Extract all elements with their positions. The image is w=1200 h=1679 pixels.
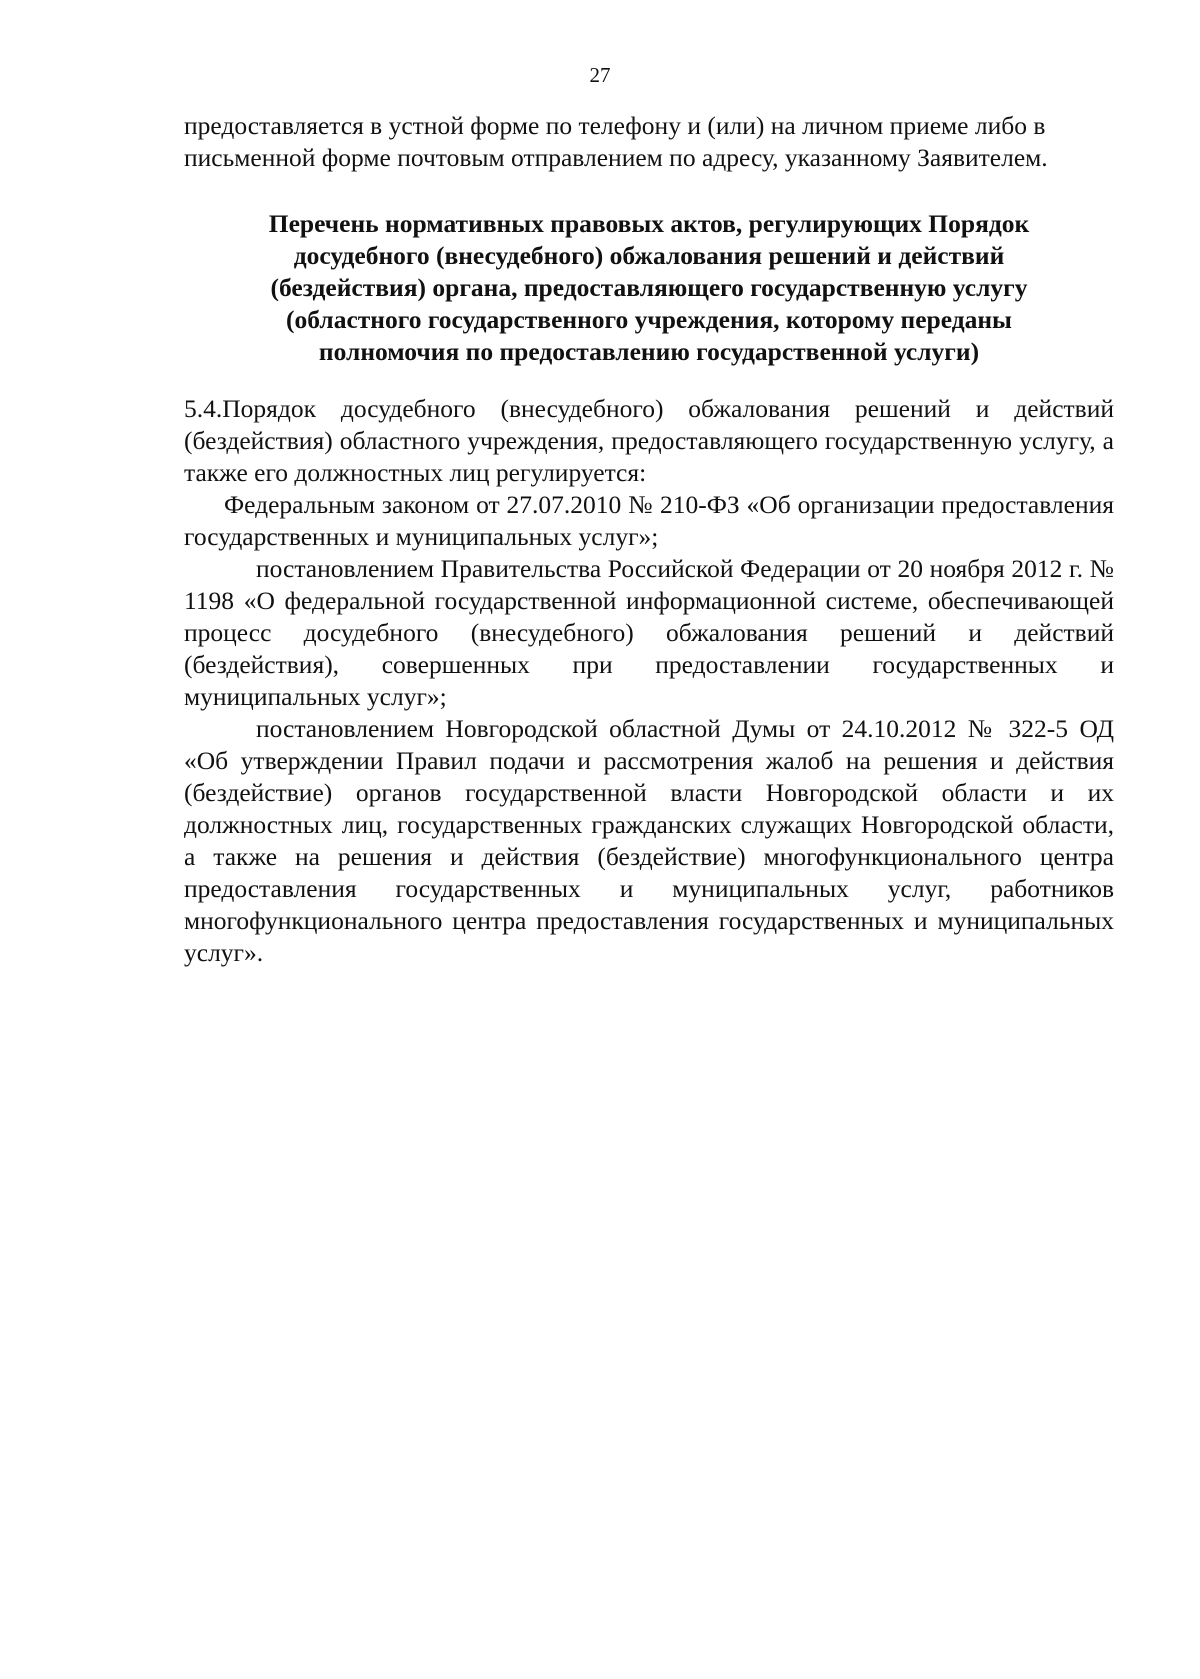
paragraph-federal-law: Федеральным законом от 27.07.2010 № 210-ФЗ «Об организации предоставления государственных и муниципальных услуг»; bbox=[184, 490, 1114, 551]
section-heading: Перечень нормативных правовых актов, регулирующих Порядок досудебного (внесудебного) обжалования решений и действий (бездействия) органа, предоставляющего государственную услугу (областного государственного учреждения, которому переданы полномочия по предоставлению государственной услуги) bbox=[268, 209, 1030, 366]
paragraph-government-resolution: постановлением Правительства Российской Федерации от 20 ноября 2012 г. № 1198 «О федеральной государственной информационной системе, обеспечивающей процесс досудебного (внесудебного) обжалования решений и действий (бездействия), совершенных при предоставлении государственных и муниципальных услуг»; bbox=[184, 554, 1114, 711]
page-number: 27 bbox=[589, 63, 611, 87]
lead-paragraph: предоставляется в устной форме по телефону и (или) на личном приеме либо в письменной форме почтовым отправлением по адресу, указанному Заявителем. bbox=[184, 111, 1048, 172]
document-body bbox=[184, 110, 1114, 969]
paragraph-5-4: 5.4.Порядок досудебного (внесудебного) обжалования решений и действий (бездействия) областного учреждения, предоставляющего государственную услугу, а также его должностных лиц регулируется: bbox=[184, 394, 1114, 487]
paragraph-novgorod-resolution: постановлением Новгородской областной Думы от 24.10.2012 № 322-5 ОД «Об утверждении Правил подачи и рассмотрения жалоб на решения и действия (бездействие) органов государственной власти Новгородской области и их должностных лиц, государственных гражданских служащих Новгородской области, а также на решения и действия (бездействие) многофункционального центра предоставления государственных и муниципальных услуг, работников многофункционального центра предоставления государственных и муниципальных услуг». bbox=[184, 714, 1114, 967]
